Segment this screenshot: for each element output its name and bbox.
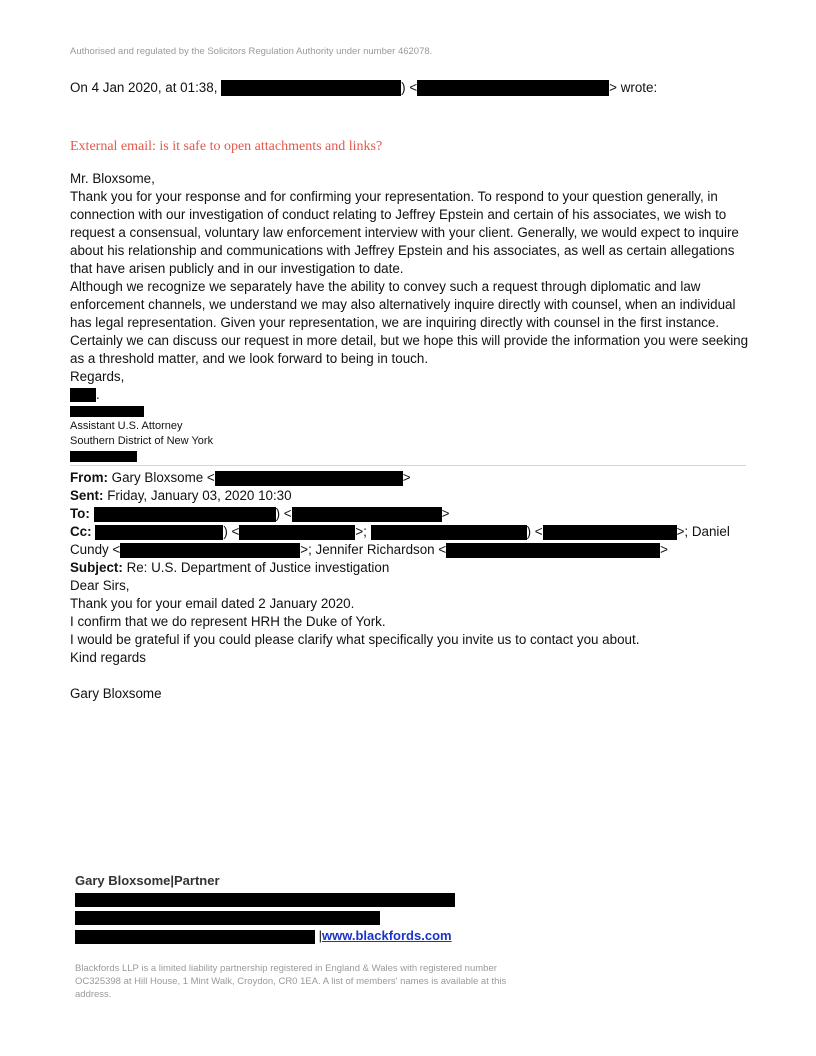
signature-title: Assistant U.S. Attorney: [70, 420, 183, 432]
redacted-sender-name: [221, 80, 401, 96]
cc-jennifer: >; Jennifer Richardson <: [300, 542, 447, 557]
redacted-signature-line-1: [75, 893, 455, 907]
redacted-signature-line-3: [75, 930, 315, 944]
redacted-to-name: [94, 507, 276, 522]
signature-office: Southern District of New York: [70, 435, 214, 447]
from-line: [70, 469, 760, 487]
email-2-line-5: Kind regards: [70, 650, 146, 665]
cc-sep: >;: [355, 524, 367, 539]
external-email-warning: External email: is it safe to open attachments and links?: [70, 139, 383, 154]
initial-dot: .: [96, 387, 100, 402]
sent-value: Friday, January 03, 2020 10:30: [107, 488, 292, 503]
regulatory-note: Authorised and regulated by the Solicitors Regulation Authority under number 462078.: [70, 46, 433, 57]
email-2-header: [70, 469, 760, 703]
redacted-signature-line-2: [75, 911, 380, 925]
divider: [70, 465, 746, 466]
quote-middle: ) <: [401, 80, 418, 95]
sent-label: Sent:: [70, 488, 104, 503]
to-end: >: [441, 506, 450, 521]
sender-initial: [70, 388, 100, 402]
email-2-line-4: I would be grateful if you could please clarify what specifically you invite us to contact you about.: [70, 632, 640, 647]
redacted-richardson-email: [446, 543, 660, 558]
closing: Regards,: [70, 369, 125, 384]
redacted-to-email: [292, 507, 442, 522]
quote-prefix: On 4 Jan 2020, at 01:38,: [70, 80, 218, 95]
redacted-initial: [70, 388, 96, 402]
subject-value: Re: U.S. Department of Justice investigation: [126, 560, 390, 575]
cc-label: Cc:: [70, 524, 92, 539]
quote-suffix: > wrote:: [609, 80, 658, 95]
redacted-sender-email: [417, 80, 609, 96]
redacted-cc-name-2: [371, 525, 527, 540]
signature-line-3: [75, 928, 452, 944]
cc-mid-1: ) <: [223, 524, 240, 539]
firm-footer: Blackfords LLP is a limited liability partnership registered in England & Wales with registered number OC325398 at Hill House, 1 Mint Walk, Croydon, CR0 1EA. A list of members' names is available at this address.: [75, 963, 507, 1000]
subject-line: [70, 559, 760, 577]
salutation: Mr. Bloxsome,: [70, 171, 155, 186]
to-mid: ) <: [275, 506, 292, 521]
signature-pipe: |: [318, 928, 323, 943]
signature-name-title: Gary Bloxsome|Partner: [75, 873, 220, 888]
from-end: >: [402, 470, 411, 485]
paragraph-2: Although we recognize we separately have the ability to convey such a request through diplomatic and law enforcement channels, we understand we may also alternatively inquire directly with counsel, when an individual has legal representation. Given your representation, we are inquiring directly with counsel in the first instance. Certainly we can discuss our request in more detail, but we hope this will provide the information you were seeking as a threshold matter, and we look forward to being in touch.: [70, 279, 749, 366]
paragraph-1: Thank you for your response and for confirming your representation. To respond to your question generally, in connection with our investigation of conduct relating to Jeffrey Epstein and certain of his associates, we wish to request a consensual, voluntary law enforcement interview with your client. Generally, we would expect to inquire about his relationship and communications with Jeffrey Epstein and his associates, as well as certain allegations that have arisen publicly and in our investigation to date.: [70, 189, 739, 276]
cc-daniel: >; Daniel: [676, 524, 730, 539]
redacted-from-email: [215, 471, 403, 486]
to-label: To:: [70, 506, 90, 521]
cc-cundy: Cundy <: [70, 542, 121, 557]
quote-line: [70, 79, 657, 97]
redacted-cc-name-1: [95, 525, 223, 540]
email-2-signoff: Gary Bloxsome: [70, 686, 162, 701]
subject-label: Subject:: [70, 560, 123, 575]
redacted-signature-name: [70, 406, 144, 417]
cc-line: [70, 523, 760, 541]
email-2-line-2: Thank you for your email dated 2 January 2020.: [70, 596, 355, 611]
email-1-body: [70, 170, 750, 386]
cc-line-2: [70, 541, 760, 559]
email-2-line-3: I confirm that we do represent HRH the Duke of York.: [70, 614, 386, 629]
redacted-cc-email-1: [239, 525, 355, 540]
redacted-cc-email-2: [543, 525, 677, 540]
website-link[interactable]: www.blackfords.com: [322, 928, 452, 943]
from-name: Gary Bloxsome <: [111, 470, 215, 485]
to-line: [70, 505, 760, 523]
from-label: From:: [70, 470, 108, 485]
cc-mid-2: ) <: [526, 524, 543, 539]
cc-end: >: [660, 542, 668, 557]
sent-line: [70, 487, 760, 505]
redacted-signature-contact: [70, 451, 137, 462]
email-2-line-1: Dear Sirs,: [70, 578, 130, 593]
redacted-cundy-email: [120, 543, 300, 558]
